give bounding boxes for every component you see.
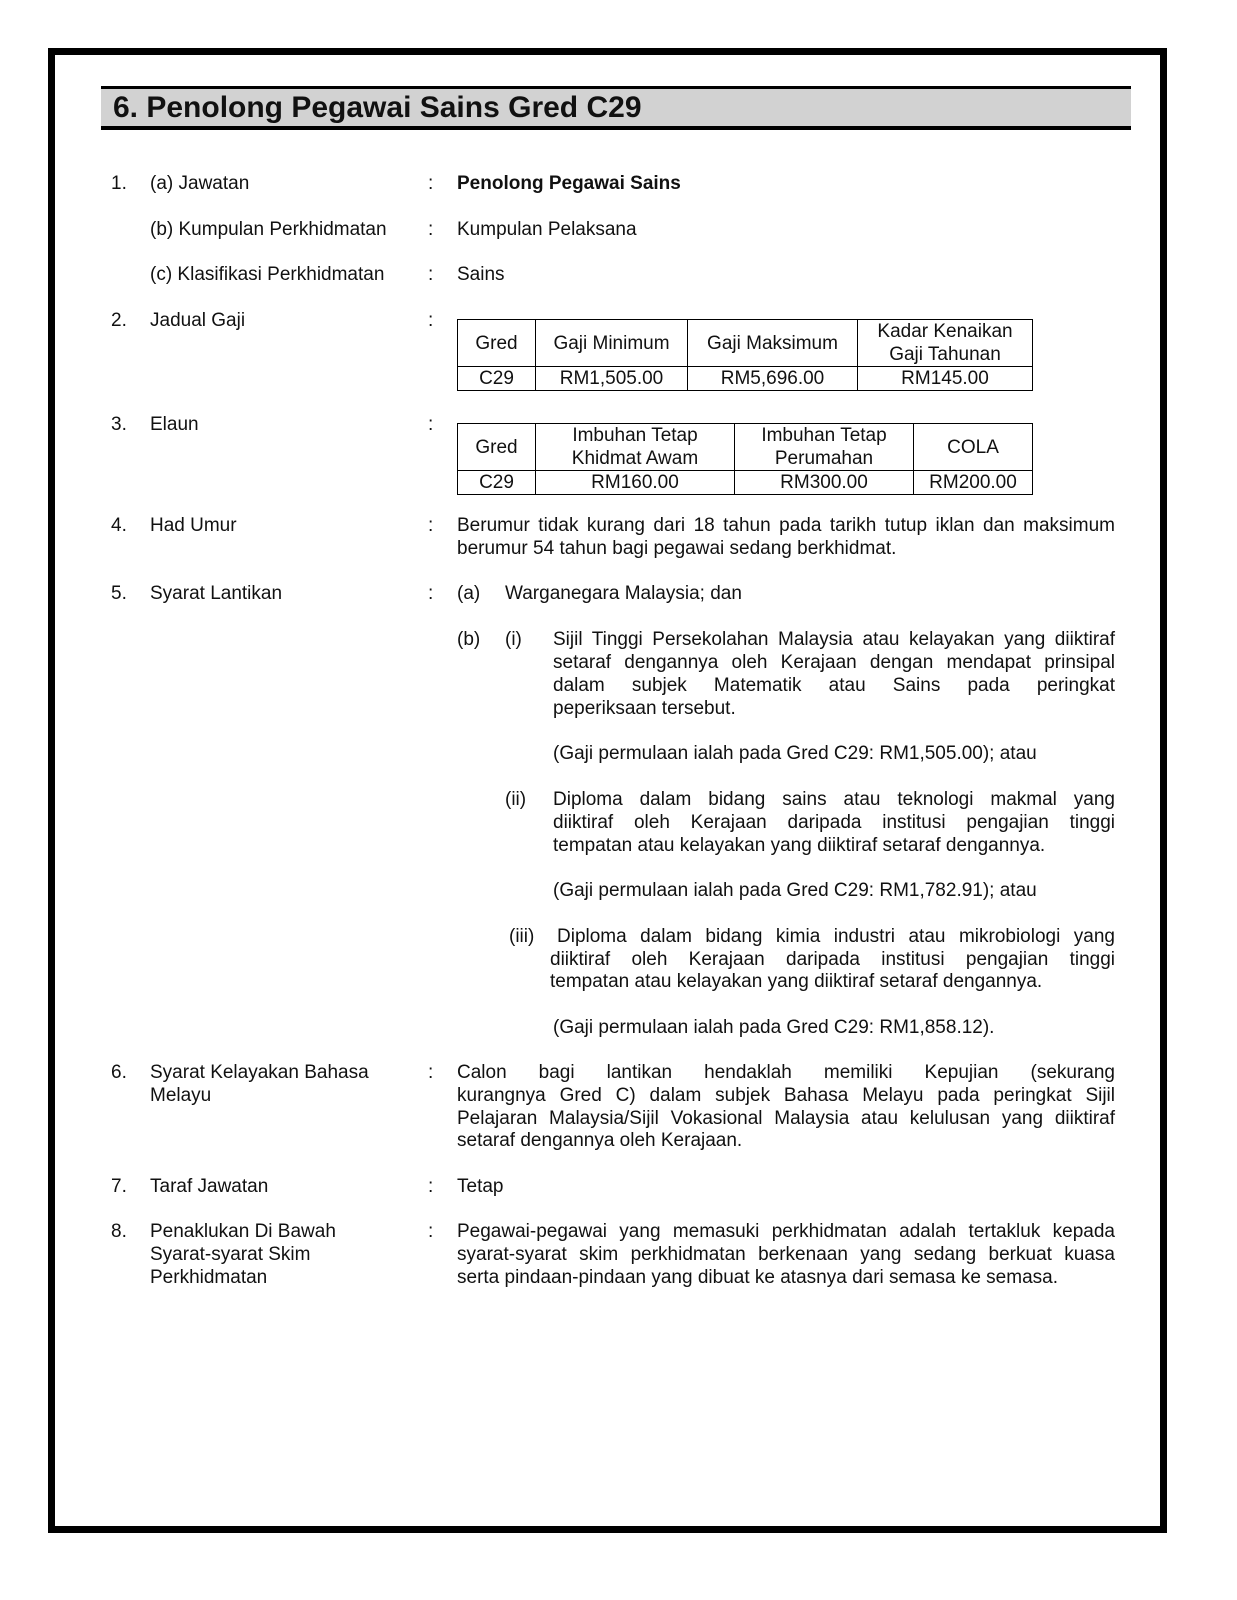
item-number-2: 2. [111,310,127,331]
bahasa-line: Pelajaran Malaysia/Sijil Vokasional Malaysia atau kelulusan yang diiktiraf [457,1108,1115,1129]
table-header-cell: Kadar Kenaikan Gaji Tahunan [858,320,1033,367]
sub-i-line: peperiksaan tersebut. [553,698,736,719]
elaun-table [457,423,1033,495]
sub-marker-ii: (ii) [505,789,527,810]
colon: : [428,583,434,604]
sub-ii-line: tempatan atau kelayakan yang diiktiraf setaraf dengannya. [553,835,1046,856]
bahasa-label: Syarat Kelayakan Bahasa [150,1062,369,1083]
item-number-1: 1. [111,173,127,194]
table-header-cell: Gaji Minimum [536,320,688,367]
sub-i-line: dalam subjek Matematik atau Sains pada peringkat [553,675,1115,696]
syarat-lantikan-label: Syarat Lantikan [150,583,283,604]
klasifikasi-value: Sains [457,264,505,285]
jadual-gaji-label: Jadual Gaji [150,310,246,331]
table-cell: RM300.00 [735,471,914,495]
sub-iii-line: tempatan atau kelayakan yang diiktiraf setaraf dengannya. [550,971,1043,992]
table-header-cell: COLA [914,424,1033,471]
table-header-cell: Gred [458,424,536,471]
sub-ii-line: Diploma dalam bidang sains atau teknologi makmal yang [553,789,1115,810]
penaklukan-label: Syarat-syarat Skim [150,1244,311,1265]
had-umur-line: Berumur tidak kurang dari 18 tahun pada tarikh tutup iklan dan maksimum [457,515,1115,536]
sub-iii-gaji: (Gaji permulaan ialah pada Gred C29: RM1,858.12). [553,1017,995,1038]
penaklukan-label: Perkhidmatan [150,1267,268,1288]
item-number-7: 7. [111,1176,127,1197]
table-header-row [458,320,1033,367]
table-cell: C29 [458,471,536,495]
sub-i-line: setaraf dengannya oleh Kerajaan dengan mendapat prinsipal [553,652,1115,673]
bahasa-line: kurangnya Gred C) dalam subjek Bahasa Melayu pada peringkat Sijil [457,1085,1115,1106]
table-header-cell: Imbuhan Tetap Khidmat Awam [536,424,735,471]
had-umur-label: Had Umur [150,515,237,536]
table-cell: RM160.00 [536,471,735,495]
sub-marker-iii: (iii) [509,926,535,947]
colon: : [428,219,434,240]
sub-ii-line: diiktiraf oleh Kerajaan daripada institusi pengajian tinggi [553,812,1115,833]
bahasa-line: setaraf dengannya oleh Kerajaan. [457,1130,743,1151]
kumpulan-value: Kumpulan Pelaksana [457,219,637,240]
table-header-cell: Imbuhan Tetap Perumahan [735,424,914,471]
klasifikasi-label: (c) Klasifikasi Perkhidmatan [150,264,385,285]
colon: : [428,173,434,194]
sub-iii-line: Diploma dalam bidang kimia industri atau mikrobiologi yang [557,926,1115,947]
jadual-gaji-table [457,319,1033,391]
colon: : [428,264,434,285]
penaklukan-line: Pegawai-pegawai yang memasuki perkhidmatan adalah tertakluk kepada [457,1221,1115,1242]
table-cell: RM200.00 [914,471,1033,495]
sub-marker-a: (a) [457,583,481,604]
sub-ii-gaji: (Gaji permulaan ialah pada Gred C29: RM1,782.91); atau [553,880,1037,901]
taraf-jawatan-value: Tetap [457,1176,504,1197]
table-row [458,367,1033,391]
colon: : [428,515,434,536]
table-cell: RM1,505.00 [536,367,688,391]
colon: : [428,1062,434,1083]
sub-text-a: Warganegara Malaysia; dan [505,583,742,604]
colon: : [428,1176,434,1197]
table-cell: RM145.00 [858,367,1033,391]
sub-i-gaji: (Gaji permulaan ialah pada Gred C29: RM1,505.00); atau [553,743,1037,764]
sub-marker-i: (i) [505,629,522,650]
jawatan-value: Penolong Pegawai Sains [457,173,681,194]
item-number-5: 5. [111,583,127,604]
penaklukan-line: syarat-syarat skim perkhidmatan berkenaan yang sedang berkuat kuasa [457,1244,1115,1265]
table-row [458,471,1033,495]
item-number-6: 6. [111,1062,127,1083]
table-header-row [458,424,1033,471]
table-cell: RM5,696.00 [688,367,858,391]
bahasa-line: Calon bagi lantikan hendaklah memiliki Kepujian (sekurang [457,1062,1115,1083]
bahasa-label: Melayu [150,1085,212,1106]
penaklukan-label: Penaklukan Di Bawah [150,1221,336,1242]
had-umur-line: berumur 54 tahun bagi pegawai sedang berkhidmat. [457,538,897,559]
colon: : [428,1221,434,1242]
sub-iii-line: diiktiraf oleh Kerajaan daripada institusi pengajian tinggi [550,949,1115,970]
jawatan-label: (a) Jawatan [150,173,250,194]
colon: : [428,310,434,331]
page-title: 6. Penolong Pegawai Sains Gred C29 [113,91,642,124]
kumpulan-label: (b) Kumpulan Perkhidmatan [150,219,387,240]
table-header-cell: Gaji Maksimum [688,320,858,367]
sub-marker-b: (b) [457,629,481,650]
taraf-jawatan-label: Taraf Jawatan [150,1176,269,1197]
colon: : [428,414,434,435]
item-number-3: 3. [111,414,127,435]
item-number-8: 8. [111,1221,127,1242]
penaklukan-line: serta pindaan-pindaan yang dibuat ke atasnya dari semasa ke semasa. [457,1267,1058,1288]
elaun-label: Elaun [150,414,199,435]
table-cell: C29 [458,367,536,391]
table-header-cell: Gred [458,320,536,367]
sub-i-line: Sijil Tinggi Persekolahan Malaysia atau kelayakan yang diiktiraf [553,629,1115,650]
item-number-4: 4. [111,515,127,536]
